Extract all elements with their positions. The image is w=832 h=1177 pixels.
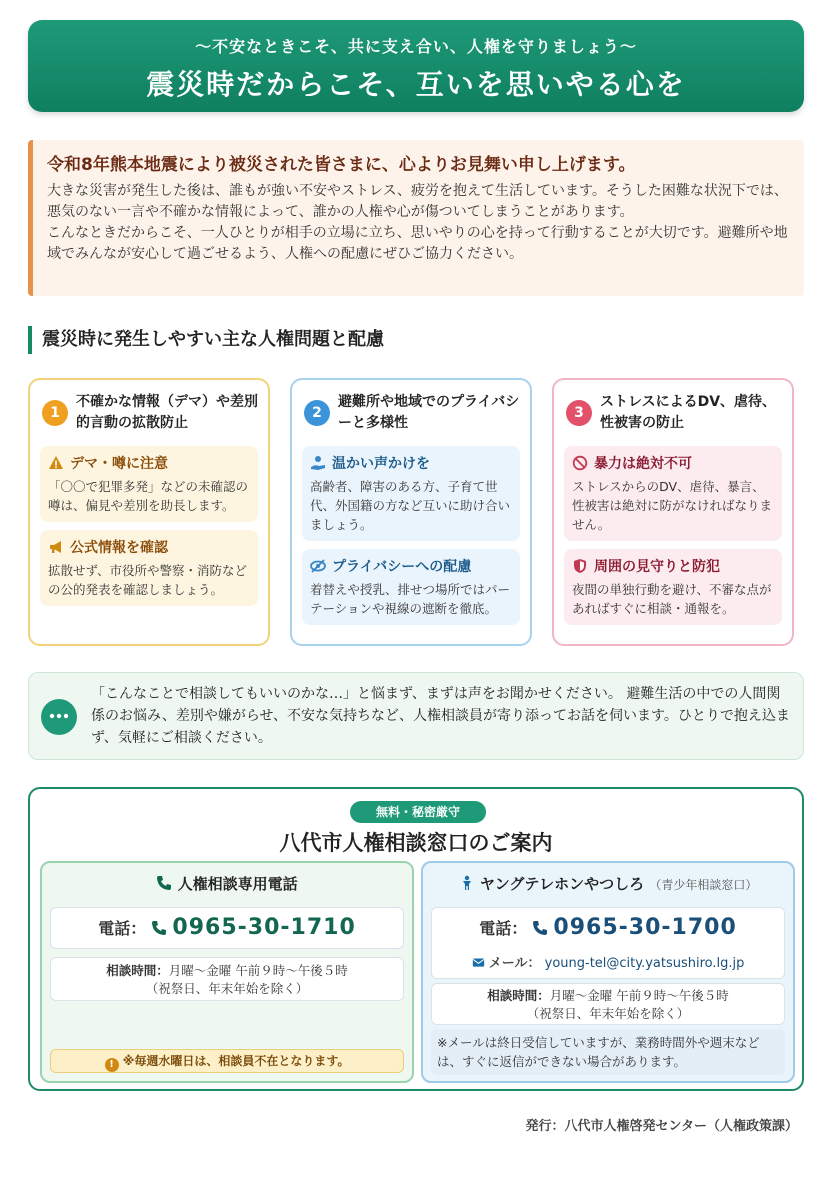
guide-title: 八代市人権相談窓口のご案内 xyxy=(279,831,553,855)
phone-label: 電話： xyxy=(98,919,147,938)
hours-value: 月曜〜金曜 午前９時〜午後５時 xyxy=(549,988,729,1003)
intro-paragraph-2: こんなときだからこそ、一人ひとりが相手の立場に立ち、思いやりの心を持って行動することが大切です。避難所や地域でみんなが安心して過ごせるよう、人権への配慮にぜひご協力ください。 xyxy=(47,225,788,262)
megaphone-icon xyxy=(48,539,64,555)
young-telephone-panel xyxy=(421,861,795,1083)
banner-title: 震災時だからこそ、互いを思いやる心を xyxy=(146,68,686,101)
tip-text: 「〇〇で犯罪多発」などの未確認の噂は、偏見や差別を助長します。 xyxy=(48,479,249,513)
consultation-guide xyxy=(28,787,804,1091)
issue-card-3 xyxy=(552,378,794,646)
chat-bubble-icon xyxy=(41,699,77,735)
contact-box xyxy=(431,907,785,979)
phone-box xyxy=(50,907,404,949)
tip-title: 公式情報を確認 xyxy=(70,540,168,556)
tip-box xyxy=(564,446,782,541)
human-rights-phone-panel xyxy=(40,861,414,1083)
person-icon xyxy=(459,875,475,891)
hours-value: 月曜〜金曜 午前９時〜午後５時 xyxy=(168,963,348,978)
mail-icon xyxy=(472,956,485,969)
banner-subtitle: 〜不安なときこそ、共に支え合い、人権を守りましょう〜 xyxy=(195,37,637,56)
publisher-footer: 発行：八代市人権啓発センター（人権政策課） xyxy=(525,1119,798,1134)
notice-text: ※毎週水曜日は、相談員不在となります。 xyxy=(122,1054,350,1068)
header-banner xyxy=(28,20,804,112)
eye-slash-icon xyxy=(310,558,326,574)
tip-title: 温かい声かけを xyxy=(332,456,430,472)
tip-box xyxy=(40,446,258,522)
tip-box xyxy=(564,549,782,625)
hours-note: （祝祭日、年末年始を除く） xyxy=(526,1006,690,1021)
card-number: 1 xyxy=(42,400,68,426)
phone-icon xyxy=(156,875,172,891)
hours-label: 相談時間： xyxy=(487,988,550,1003)
panel-title: ヤングテレホンやつしろ xyxy=(479,875,645,893)
tip-title: 暴力は絶対不可 xyxy=(594,456,692,472)
intro-paragraph-1: 大きな災害が発生した後は、誰もが強い不安やストレス、疲労を抱えて生活しています。そうした困難な状況下では、悪気のない一言や不確かな情報によって、誰かの人権や心が傷ついてしまうことがあります。 xyxy=(47,183,788,220)
tip-text: ストレスからのDV、虐待、暴言、性被害は絶対に防がなければなりません。 xyxy=(572,479,773,532)
section-title: 震災時に発生しやすい主な人権問題と配慮 xyxy=(28,326,384,354)
phone-label: 電話： xyxy=(479,919,528,938)
card-title: 不確かな情報（デマ）や差別的言動の拡散防止 xyxy=(76,394,258,431)
issue-card-2 xyxy=(290,378,532,646)
tip-text: 高齢者、障害のある方、子育て世代、外国籍の方など互いに助け合いましょう。 xyxy=(310,479,511,532)
free-confidential-badge: 無料・秘密厳守 xyxy=(350,801,486,823)
mail-label: メール： xyxy=(488,956,541,971)
shield-icon xyxy=(572,558,588,574)
phone-icon xyxy=(532,920,548,936)
card-title: 避難所や地域でのプライバシーと多様性 xyxy=(338,394,520,431)
card-number: 2 xyxy=(304,400,330,426)
consult-text: 「こんなことで相談してもいいのかな…」と悩まず、まずは声をお聞かせください。 避難生活の中での人間関係のお悩み、差別や嫌がらせ、不安な気持ちなど、人権相談員が寄り添ってお話を伺います。ひとりで抱え込まず、気軽にご相談ください。 xyxy=(91,686,790,746)
intro-title: 令和8年熊本地震により被災された皆さまに、心よりお見舞い申し上げます。 xyxy=(47,155,636,175)
absence-notice xyxy=(50,1049,404,1073)
mail-address[interactable]: young-tel@city.yatsushiro.lg.jp xyxy=(544,956,745,971)
tip-title: デマ・噂に注意 xyxy=(70,456,168,472)
card-title: ストレスによるDV、虐待、性被害の防止 xyxy=(600,394,777,431)
helping-hand-icon xyxy=(310,455,326,471)
hours-box xyxy=(50,957,404,1001)
ban-icon xyxy=(572,455,588,471)
hours-label: 相談時間： xyxy=(106,963,169,978)
hours-note: （祝祭日、年末年始を除く） xyxy=(145,981,309,996)
issue-card-1 xyxy=(28,378,270,646)
consult-callout xyxy=(28,672,804,760)
phone-icon xyxy=(151,920,167,936)
card-number: 3 xyxy=(566,400,592,426)
tip-text: 拡散せず、市役所や警察・消防などの公的発表を確認しましょう。 xyxy=(48,563,248,597)
tip-title: 周囲の見守りと防犯 xyxy=(594,559,720,575)
mail-note: ※メールは終日受信していますが、業務時間外や週末などは、すぐに返信ができない場合があります。 xyxy=(431,1029,785,1075)
panel-title: 人権相談専用電話 xyxy=(177,875,298,893)
tip-text: 着替えや授乳、排せつ場所ではパーテーションや視線の遮断を徹底。 xyxy=(310,582,511,616)
tip-text: 夜間の単独行動を避け、不審な点があればすぐに相談・通報を。 xyxy=(572,582,772,616)
tip-box xyxy=(40,530,258,606)
hours-box xyxy=(431,983,785,1025)
tip-box xyxy=(302,549,520,625)
intro-message xyxy=(28,140,804,296)
panel-subtitle: （青少年相談窓口） xyxy=(649,878,758,892)
info-icon: ! xyxy=(105,1058,119,1072)
warning-icon xyxy=(48,455,64,471)
phone-number[interactable]: 0965-30-1710 xyxy=(172,915,356,940)
tip-title: プライバシーへの配慮 xyxy=(332,559,472,575)
phone-number[interactable]: 0965-30-1700 xyxy=(553,915,737,940)
tip-box xyxy=(302,446,520,541)
